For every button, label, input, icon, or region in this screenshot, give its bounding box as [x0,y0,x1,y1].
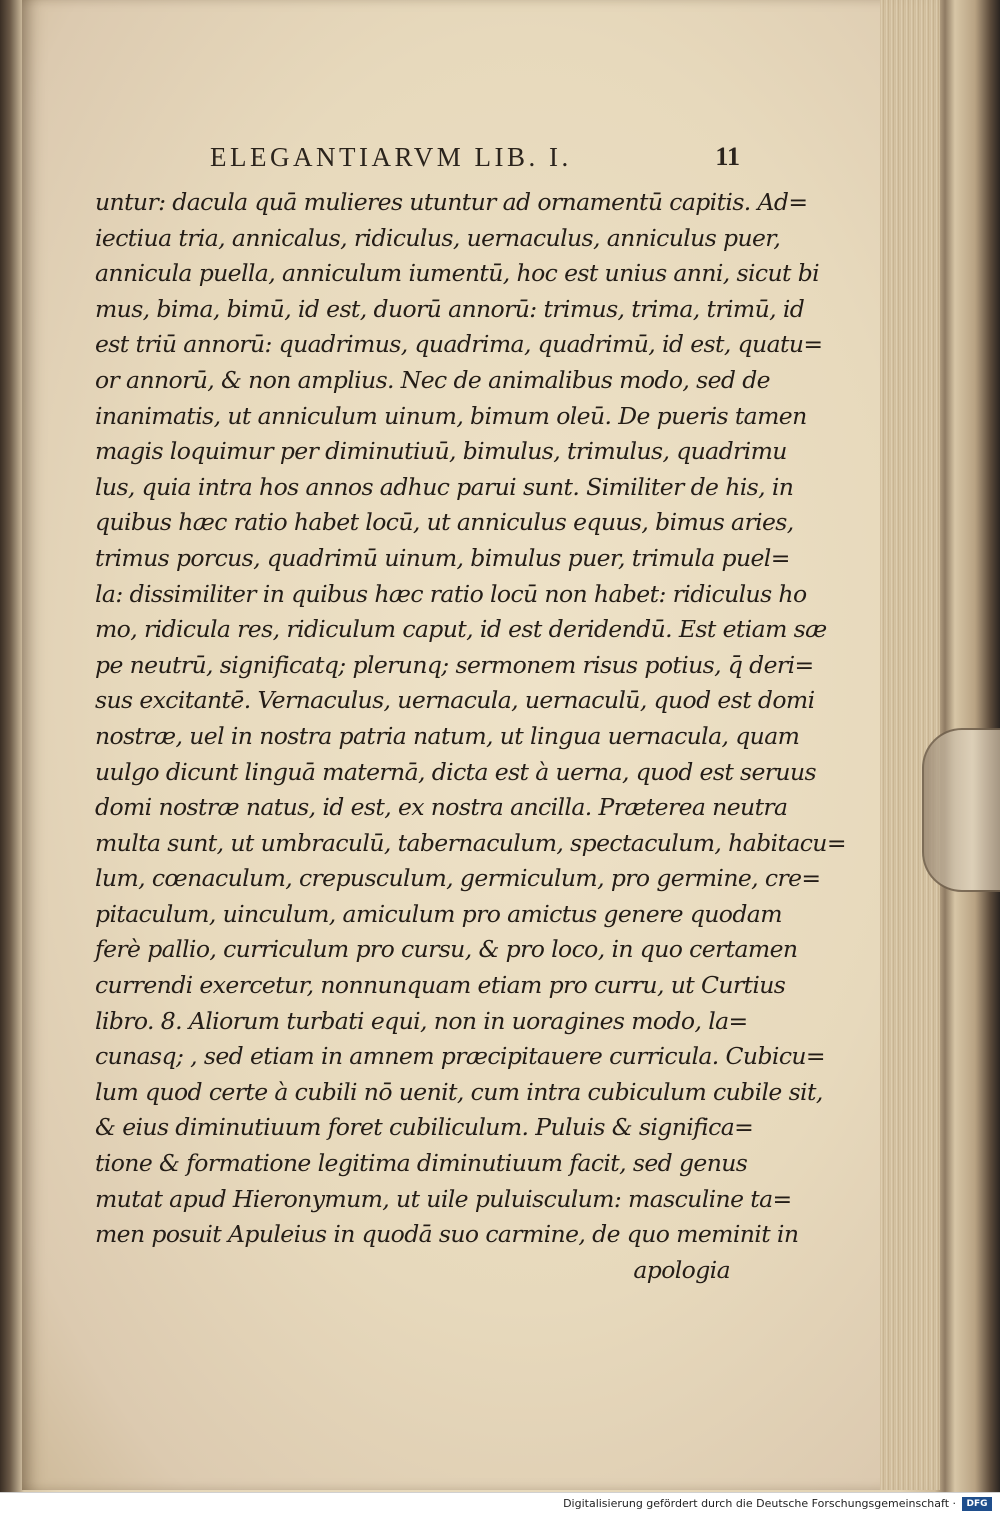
text-line: nostræ, uel in nostra patria natum, ut lingua uernacula, quam [95,721,800,750]
body-text [95,185,846,1288]
text-line: men posuit Apuleius in quodā suo carmine, de quo meminit in [95,1220,799,1249]
text-line: mus, bima, bimū, id est, duorū annorū: trimus, trima, trimū, id [95,294,805,323]
text-line: quibus hæc ratio habet locū, ut anniculus equus, bimus aries, [95,508,794,537]
text-line: & eius diminutiuum foret cubiliculum. Puluis & significa= [95,1113,754,1142]
text-line: tione & formatione legitima diminutiuum facit, sed genus [95,1149,748,1178]
text-line: magis loquimur per diminutiuū, bimulus, trimulus, quadrimu [95,437,787,466]
dfg-logo: DFG [962,1497,992,1511]
text-line: mo, ridicula res, ridiculum caput, id est deridendū. Est etiam sæ [95,615,827,644]
text-line: sus excitantē. Vernaculus, uernacula, uernaculū, quod est domi [95,686,815,715]
text-line: currendi exercetur, nonnunquam etiam pro curru, ut Curtius [95,971,786,1000]
text-line: est triū annorū: quadrimus, quadrima, quadrimū, id est, quatu= [95,330,823,359]
text-line: trimus porcus, quadrimū uinum, bimulus puer, trimula puel= [95,543,790,572]
folio-number: 11 [715,142,740,171]
text-line: annicula puella, anniculum iumentū, hoc est unius anni, sicut bi [95,259,820,288]
text-line: uulgo dicunt linguā maternā, dicta est à uerna, quod est seruus [95,757,816,786]
text-line: lum, cœnaculum, crepusculum, germiculum, pro germine, cre= [95,864,821,893]
text-line: pitaculum, uinculum, amiculum pro amictus genere quodam [95,899,782,928]
text-line: multa sunt, ut umbraculū, tabernaculum, spectaculum, habitacu= [95,828,846,857]
text-line: cunasq; , sed etiam in amnem præcipitauere curricula. Cubicu= [95,1042,826,1071]
text-line: lus, quia intra hos annos adhuc parui sunt. Similiter de his, in [95,472,794,501]
text-line: untur: dacula quā mulieres utuntur ad ornamentū capitis. Ad= [95,188,808,216]
text-line: iectiua tria, annicalus, ridiculus, uernaculus, anniculus puer, [95,223,781,252]
text-line: pe neutrū, significatq; plerunq; sermonem risus potius, q̄ deri= [95,650,814,679]
catchword: apologia [633,1255,730,1284]
header-title: ELEGANTIARVM LIB. I. [210,142,572,172]
text-line: libro. 8. Aliorum turbati equi, non in uoragines modo, la= [95,1006,748,1035]
text-line: mutat apud Hieronymum, ut uile puluisculum: masculine ta= [95,1184,792,1213]
running-header [210,142,740,182]
page-clip [922,728,1000,892]
text-line: inanimatis, ut anniculum uinum, bimum oleū. De pueris tamen [95,401,807,430]
funding-footer [0,1492,1000,1515]
text-line: la: dissimiliter in quibus hæc ratio locū non habet: ridiculus ho [95,579,807,608]
text-line: ferè pallio, curriculum pro cursu, & pro loco, in quo certamen [95,935,798,964]
text-line: domi nostræ natus, id est, ex nostra ancilla. Præterea neutra [95,793,788,822]
funding-credit: Digitalisierung gefördert durch die Deutsche Forschungsgemeinschaft · [563,1497,956,1510]
text-line: lum quod certe à cubili nō uenit, cum intra cubiculum cubile sit, [95,1077,823,1106]
text-line: or annorū, & non amplius. Nec de animalibus modo, sed de [95,365,770,394]
